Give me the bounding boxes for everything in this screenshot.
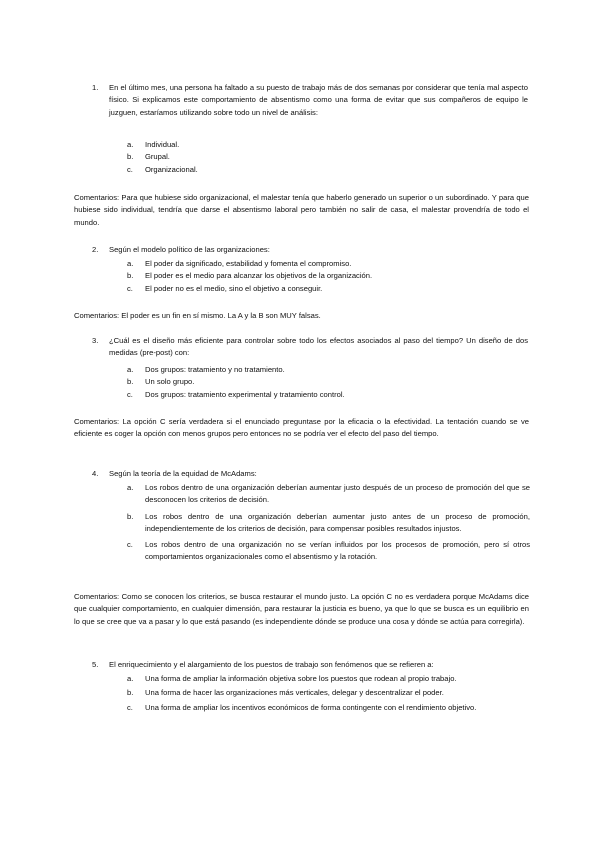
option-letter: b.: [127, 152, 134, 162]
question-2: [92, 244, 528, 256]
option-b: [127, 511, 530, 536]
option-letter: b.: [127, 377, 134, 387]
option-text: Organizacional.: [145, 164, 198, 174]
option-b: [127, 270, 530, 282]
option-letter: b.: [127, 271, 134, 281]
option-c: [127, 702, 530, 714]
option-a: [127, 258, 530, 270]
option-text: Los robos dentro de una organización no se verían influidos por los procesos de promoción, pero sí otros comportamientos organizacionales como el absentismo y la rotación.: [145, 540, 530, 562]
option-a: [127, 482, 530, 507]
option-text: Grupal.: [145, 152, 170, 162]
options-list: [127, 673, 530, 714]
options-list: [127, 364, 530, 401]
option-c: [127, 539, 530, 564]
option-text: El poder da significado, estabilidad y fomenta el compromiso.: [145, 259, 352, 268]
option-letter: c.: [127, 540, 133, 550]
comment-1: Comentarios: Para que hubiese sido organizacional, el malestar tenía que haberlo generado un superior o un subordinado. Y para que hubiese sido individual, tendría que darse el absentismo laboral pero también no salir de casa, el malestar provendría de todo el mundo.: [74, 193, 529, 227]
option-c: [127, 164, 530, 176]
question-text: ¿Cuál es el diseño más eficiente para controlar sobre todo los efectos asociados al paso del tiempo? Un diseño de dos medidas (pre-post) con:: [109, 336, 528, 358]
option-c: [127, 389, 530, 401]
question-3: [92, 335, 528, 360]
comment-4: Comentarios: Como se conocen los criterios, se busca restaurar el mundo justo. La opción C no es verdadera porque McAdams dice que cualquier comportamiento, en cualquier dimensión, para restaurar la justicia es bueno, ya que lo que se busca es un equilibrio en lo que se cree que va a pasar y lo que está pasando (es independiente dónde se produce una cosa y dónde se actúa para corregirla).: [74, 592, 529, 626]
option-text: Los robos dentro de una organización deberían aumentar justo antes de un proceso de promoción, independientemente de los criterios de decisión, para compensar posibles resultados injustos.: [145, 511, 530, 533]
option-text: Individual.: [145, 140, 180, 149]
option-a: [127, 673, 530, 685]
option-letter: a.: [127, 674, 134, 683]
option-letter: a.: [127, 140, 134, 149]
option-letter: c.: [127, 702, 133, 712]
option-text: Un solo grupo.: [145, 377, 195, 387]
question-number: 1.: [92, 83, 99, 92]
option-text: El poder es el medio para alcanzar los objetivos de la organización.: [145, 271, 373, 281]
option-b: [127, 687, 530, 699]
question-text: Según la teoría de la equidad de McAdams:: [109, 469, 257, 478]
option-b: [127, 376, 530, 388]
option-text: Una forma de ampliar la información objetiva sobre los puestos que rodean al propio trabajo.: [145, 674, 457, 683]
option-text: Una forma de ampliar los incentivos económicos de forma contingente con el rendimiento objetivo.: [145, 702, 477, 712]
option-letter: a.: [127, 259, 134, 268]
option-text: Dos grupos: tratamiento y no tratamiento.: [145, 365, 285, 374]
question-5: [92, 659, 528, 671]
options-list: [127, 139, 530, 176]
option-letter: c.: [127, 283, 133, 293]
question-text: Según el modelo político de las organizaciones:: [109, 245, 270, 254]
option-text: Dos grupos: tratamiento experimental y tratamiento control.: [145, 389, 345, 399]
option-a: [127, 139, 530, 151]
option-letter: b.: [127, 688, 134, 698]
options-list: [127, 482, 530, 564]
option-a: [127, 364, 530, 376]
option-text: El poder no es el medio, sino el objetivo a conseguir.: [145, 283, 323, 293]
comment-2: Comentarios: El poder es un fin en sí mismo. La A y la B son MUY falsas.: [74, 311, 321, 320]
comment-3: Comentarios: La opción C sería verdadera si el enunciado preguntase por la eficacia o la efectividad. La tentación cuando se ve eficiente es coger la opción con menos grupos pero entonces no se podría ver el efecto del paso del tiempo.: [74, 417, 529, 439]
question-text: El enriquecimiento y el alargamiento de los puestos de trabajo son fenómenos que se refieren a:: [109, 660, 434, 669]
question-1: [92, 82, 528, 119]
option-b: [127, 151, 530, 163]
option-letter: c.: [127, 389, 133, 399]
option-text: Los robos dentro de una organización deberían aumentar justo después de un proceso de promoción del que se desconocen los criterios de decisión.: [145, 483, 530, 505]
question-4: [92, 468, 528, 480]
option-text: Una forma de hacer las organizaciones más verticales, delegar y descentralizar el poder.: [145, 688, 444, 698]
option-letter: b.: [127, 511, 134, 521]
question-number: 4.: [92, 469, 99, 478]
option-letter: c.: [127, 164, 133, 174]
option-letter: a.: [127, 365, 134, 374]
question-text: En el último mes, una persona ha faltado a su puesto de trabajo más de dos semanas por considerar que tenía mal aspecto físico. Si explicamos este comportamiento de absentismo como una forma de evitar que sus compañeros de equipo le juzguen, estaríamos utilizando sobre todo un nivel de análisis:: [109, 83, 528, 117]
option-letter: a.: [127, 483, 134, 492]
question-number: 3.: [92, 336, 99, 345]
options-list: [127, 258, 530, 295]
question-number: 2.: [92, 245, 99, 254]
question-number: 5.: [92, 660, 99, 669]
option-c: [127, 283, 530, 295]
